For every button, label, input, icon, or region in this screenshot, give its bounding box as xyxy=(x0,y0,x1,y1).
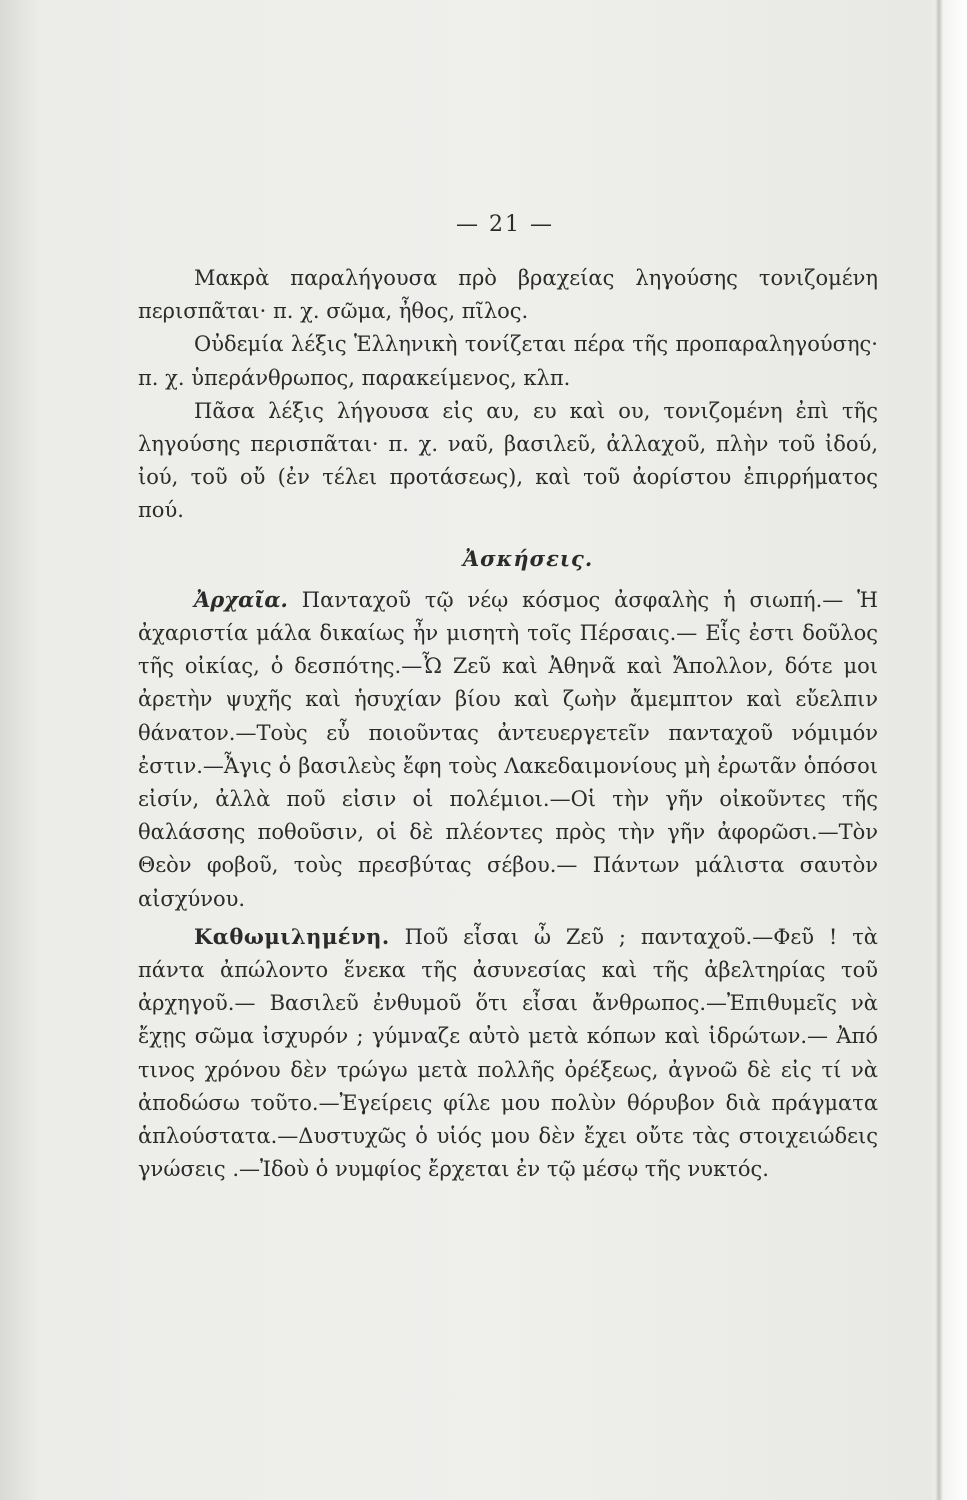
exercise-lead: Ἀρχαῖα. xyxy=(194,586,288,612)
rule-paragraph-3: Πᾶσα λέξις λήγουσα εἰς αυ, ευ καὶ ου, τονιζομένη ἐπὶ τῆς ληγούσης περισπᾶται· π. χ. ναῦ, βασιλεῦ, ἀλλαχοῦ, πλὴν τοῦ ἰδού, ἰού, τοῦ οὔ (ἐν τέλει προτάσεως), καὶ τοῦ ἀορίστου ἐπιρρήματος πού. xyxy=(138,398,878,523)
exercise-ancient xyxy=(138,583,878,916)
page-number: — 21 — xyxy=(456,212,554,237)
rule-paragraph-1: Μακρὰ παραλήγουσα πρὸ βραχείας ληγούσης τονιζομένη περισπᾶται· π. χ. σῶμα, ἦθος, πῖλος. xyxy=(138,266,878,324)
exercises-heading: Ἀσκήσεις. xyxy=(462,545,594,571)
exercise-text: Ποῦ εἶσαι ὦ Ζεῦ ; πανταχοῦ.—Φεῦ ! τὰ πάντα ἀπώλοντο ἕνεκα τῆς ἀσυνεσίας καὶ τῆς ἀβελτηρίας τοῦ ἀρχηγοῦ.— Βασιλεῦ ἐνθυμοῦ ὅτι εἶσαι ἄνθρωπος.—Ἐπιθυμεῖς νὰ ἔχῃς σῶμα ἰσχυρόν ; γύμναζε αὐτὸ μετὰ κόπων καὶ ἱδρώτων.— Ἀπό τινος χρόνου δὲν τρώγω μετὰ πολλῆς ὀρέξεως, ἀγνοῶ δὲ εἰς τί νὰ ἀποδώσω τοῦτο.—Ἐγείρεις φίλε μου πολὺν θόρυβον διὰ πράγματα ἁπλούστατα.—Δυστυχῶς ὁ υἱός μου δὲν ἔχει οὔτε τὰς στοιχειώδεις γνώσεις .—Ἰδοὺ ὁ νυμφίος ἔρχεται ἐν τῷ μέσῳ τῆς νυκτός. xyxy=(138,924,878,1182)
page-body xyxy=(138,262,878,1186)
exercise-colloquial xyxy=(138,920,878,1187)
exercise-lead: Καθωμιλημένη. xyxy=(194,923,390,949)
exercise-text: Πανταχοῦ τῷ νέῳ κόσμος ἀσφαλὴς ἡ σιωπή.— Ἡ ἀχαριστία μάλα δικαίως ἦν μισητὴ τοῖς Πέρσαις.— Εἷς ἐστι δοῦλος τῆς οἰκίας, ὁ δεσπότης.—Ὦ Ζεῦ καὶ Ἀθηνᾶ καὶ Ἄπολλον, δότε μοι ἀρετὴν ψυχῆς καὶ ἡσυχίαν βίου καὶ ζωὴν ἄμεμπτον καὶ εὔελπιν θάνατον.—Τοὺς εὖ ποιοῦντας ἀντευεργετεῖν πανταχοῦ νόμιμόν ἐστιν.—Ἆγις ὁ βασιλεὺς ἔφη τοὺς Λακεδαιμονίους μὴ ἐρωτᾶν ὁπόσοι εἰσίν, ἀλλὰ ποῦ εἰσιν οἱ πολέμιοι.—Οἱ τὴν γῆν οἰκοῦντες τῆς θαλάσσης ποθοῦσιν, οἱ δὲ πλέοντες πρὸς τὴν γῆν ἀφορῶσι.—Τὸν Θεὸν φοβοῦ, τοὺς πρεσβύτας σέβου.— Πάντων μάλιστα σαυτὸν αἰσχύνου. xyxy=(138,587,878,911)
rule-paragraph-2: Οὐδεμία λέξις Ἑλληνικὴ τονίζεται πέρα τῆς προπαραληγούσης· π. χ. ὑπεράνθρωπος, παρακείμενος, κλπ. xyxy=(138,332,878,390)
